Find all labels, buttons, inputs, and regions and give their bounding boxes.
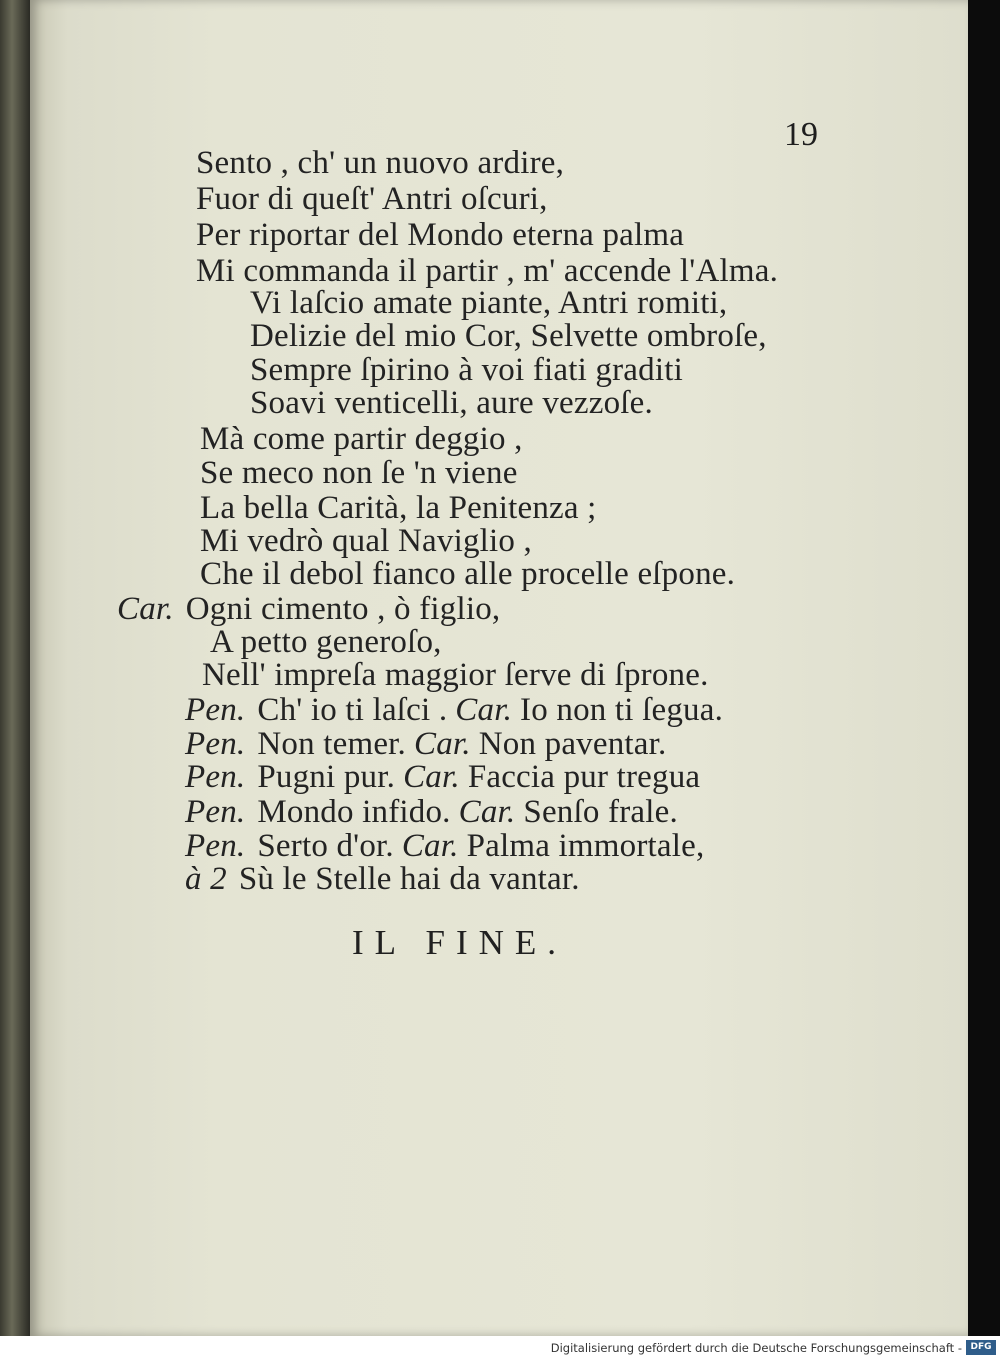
book-spine-edge xyxy=(0,0,30,1336)
speaker-label: Car. xyxy=(117,591,174,627)
digitization-footer xyxy=(0,1336,1000,1361)
verse-line: A petto generoſo, xyxy=(210,624,442,660)
speaker-label: Car. xyxy=(403,759,460,795)
speaker-label: Pen. xyxy=(185,794,246,830)
verse-line: Delizie del mio Cor, Selvette ombroſe, xyxy=(250,318,767,354)
verse-line: Vi laſcio amate piante, Antri romiti, xyxy=(250,285,728,321)
dialogue-line: Pen. Serto d'or. Car. Palma immortale, xyxy=(185,828,705,864)
dialogue-line: Pen. Ch' io ti laſci . Car. Io non ti ſegua. xyxy=(185,692,724,728)
verse-line: Mà come partir deggio , xyxy=(200,421,523,457)
book-page xyxy=(30,0,968,1336)
speaker-label: Car. xyxy=(458,794,516,830)
speaker-label: Pen. xyxy=(185,759,246,795)
dialogue-line: Pen. Mondo infido. Car. Senſo frale. xyxy=(185,794,678,830)
speaker-label: Pen. xyxy=(185,726,246,762)
dfg-logo: DFG xyxy=(966,1340,996,1355)
verse-line: Sempre ſpirino à voi fiati graditi xyxy=(250,352,683,388)
verse-line: Nell' impreſa maggior ſerve di ſprone. xyxy=(202,657,709,693)
speaker-label: Pen. xyxy=(185,692,246,728)
verse-line: La bella Carità, la Penitenza ; xyxy=(200,490,597,526)
verse-line: Sento , ch' un nuovo ardire, xyxy=(196,145,565,181)
verse-line: Fuor di queſt' Antri oſcuri, xyxy=(196,181,548,217)
speaker-label: Car. xyxy=(414,726,471,762)
verse-line: Mi vedrò qual Naviglio , xyxy=(200,523,532,559)
verse-line: Mi commanda il partir , m' accende l'Alma. xyxy=(196,253,779,289)
dialogue-line: Pen. Pugni pur. Car. Faccia pur tregua xyxy=(185,759,701,795)
verse-line: Soavi venticelli, aure vezzoſe. xyxy=(250,385,653,421)
verse-line: Per riportar del Mondo eterna palma xyxy=(196,217,685,253)
verse-line: Se meco non ſe 'n viene xyxy=(200,455,518,491)
speaker-label: Car. xyxy=(401,828,459,864)
verse-line: Car. Ogni cimento , ò figlio, xyxy=(117,591,501,627)
verse-line: Che il debol fianco alle procelle eſpone. xyxy=(200,556,736,592)
end-title: IL FINE. xyxy=(352,923,568,962)
speaker-label: à 2 xyxy=(185,861,227,897)
speaker-label: Pen. xyxy=(185,828,246,864)
dialogue-line: Pen. Non temer. Car. Non paventar. xyxy=(185,726,667,762)
dialogue-line: à 2 Sù le Stelle hai da vantar. xyxy=(185,861,580,897)
page-number: 19 xyxy=(784,116,818,153)
funding-credit: Digitalisierung gefördert durch die Deutsche Forschungsgemeinschaft - xyxy=(550,1341,962,1355)
speaker-label: Car. xyxy=(455,692,513,728)
